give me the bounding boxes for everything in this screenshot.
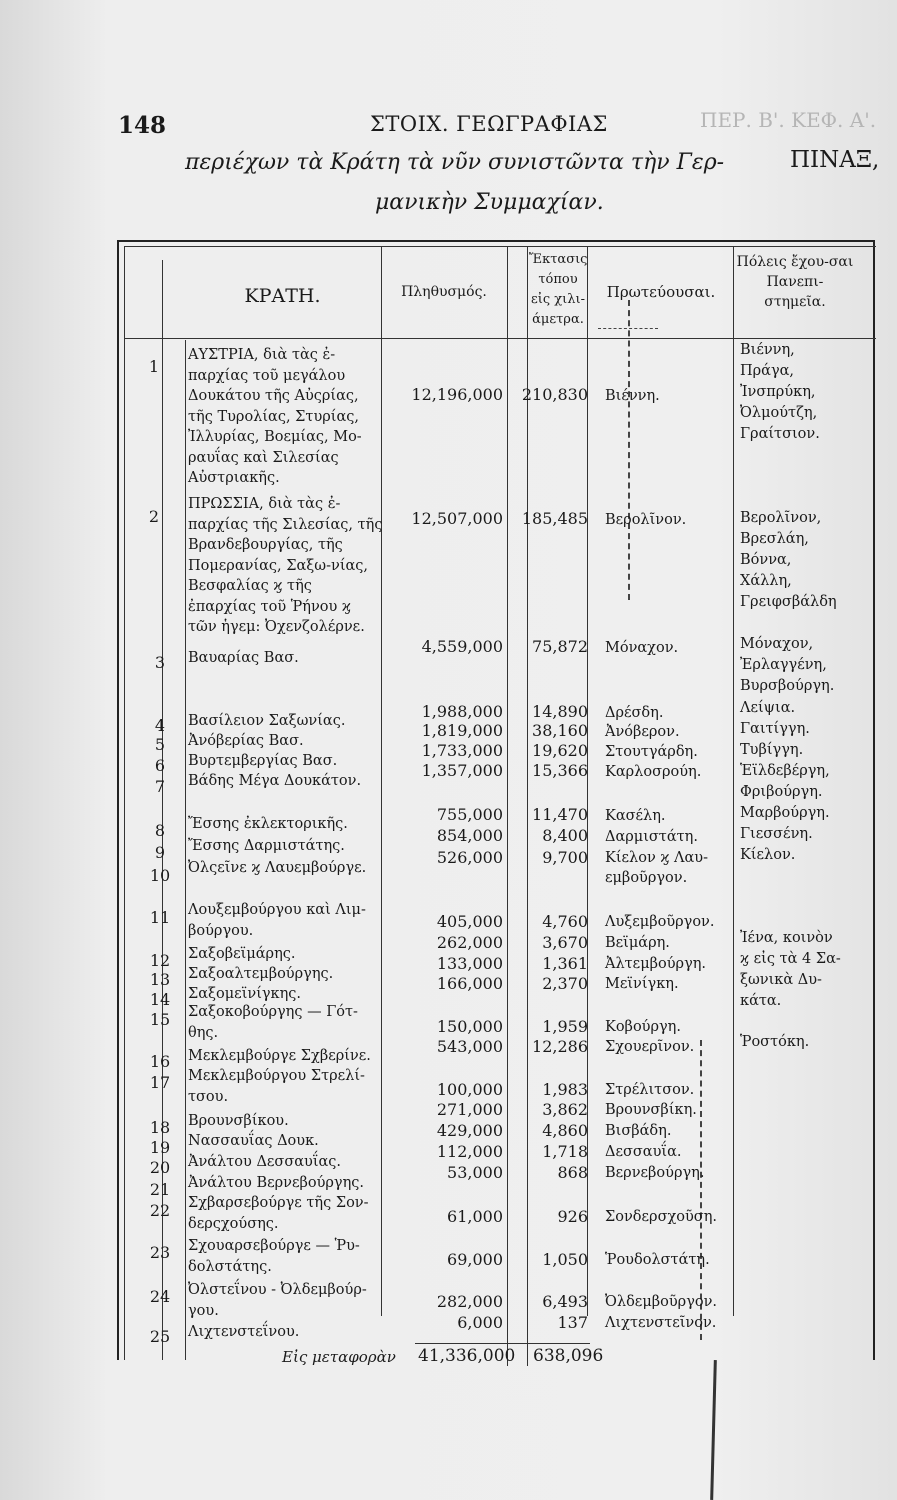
university-city: Γαιτίγγη. <box>740 721 810 737</box>
state-name: Βρουνσβίκου. <box>188 1113 289 1129</box>
total-area: 638,096 <box>533 1346 604 1366</box>
population-value: 12,507,000 <box>411 509 503 528</box>
state-name: Σχβαρσεβούργε τῆς Σον-δερςχούσης. <box>188 1195 369 1232</box>
capital-name: Λιχτενστεῖνον. <box>605 1315 717 1331</box>
row-number: 13 <box>149 970 171 989</box>
row-number: 18 <box>149 1118 171 1137</box>
area-value: 6,493 <box>542 1292 588 1311</box>
population-value: 112,000 <box>436 1142 503 1161</box>
capital-name: Βιέννη. <box>605 388 660 404</box>
total-rule <box>415 1343 590 1344</box>
capital-name: Στουτγάρδη. <box>605 744 698 760</box>
state-name: Ἀνάλτου Βερνεβούργης. <box>188 1175 364 1191</box>
bleed-through-text: ΠΕΡ. Β'. ΚΕΦ. Α'. <box>700 108 877 132</box>
capital-name: Μεϊνίγκη. <box>605 976 679 992</box>
state-name: Σαξοβεϊμάρης. <box>188 946 296 962</box>
row-number: 17 <box>149 1073 171 1092</box>
capital-name: Σχουερῖνον. <box>605 1039 695 1055</box>
column-rule <box>507 246 508 1366</box>
area-value: 4,760 <box>542 912 588 931</box>
area-value: 9,700 <box>542 848 588 867</box>
population-value: 854,000 <box>436 826 503 845</box>
row-number: 10 <box>149 866 171 885</box>
area-value: 75,872 <box>532 637 588 656</box>
capital-name: Κίελον ϗ Λαυ-εμβοῦργον. <box>605 850 709 886</box>
state-name: Βυρτεμβεργίας Βασ. <box>188 753 338 769</box>
area-value: 3,670 <box>542 933 588 952</box>
row-number: 21 <box>149 1180 171 1199</box>
area-value: 1,050 <box>542 1250 588 1269</box>
capital-name: Ὀλδεμβοῦργον. <box>605 1294 718 1310</box>
capital-name: Ἀνόβερον. <box>605 724 680 740</box>
header-universities: Πόλεις ἔχου-σαι Πανεπι-στημεῖα. <box>736 254 854 310</box>
row-number: 23 <box>149 1243 171 1262</box>
university-city: Βιέννη, <box>740 342 795 358</box>
population-value: 543,000 <box>436 1037 503 1056</box>
population-value: 61,000 <box>447 1207 503 1226</box>
state-name: Ἀνάλτου Δεσσαυΐας. <box>188 1154 342 1170</box>
total-population: 41,336,000 <box>418 1346 516 1366</box>
university-city: Ἐρλαγγένη, <box>740 657 827 673</box>
total-label: Εἰς μεταφορὰν <box>282 1348 396 1366</box>
row-number: 22 <box>149 1201 171 1220</box>
population-value: 755,000 <box>436 805 503 824</box>
population-value: 69,000 <box>447 1250 503 1269</box>
population-value: 282,000 <box>436 1292 503 1311</box>
university-city: Βόννα, <box>740 552 792 568</box>
state-name: Ὀλςεῖνε ϗ Λαυεμβούργε. <box>188 860 367 876</box>
area-value: 11,470 <box>532 805 588 824</box>
university-city: Ὀλμούτζη, <box>740 405 818 421</box>
university-city: Ἰνσπρύκη, <box>740 384 816 400</box>
state-name: Σχουαρσεβούργε — Ῥυ-δολστάτης. <box>188 1238 360 1275</box>
row-number: 3 <box>154 653 166 672</box>
row-number: 25 <box>149 1327 171 1346</box>
area-value: 19,620 <box>532 741 588 760</box>
population-value: 166,000 <box>436 974 503 993</box>
university-city: Ῥοστόκη. <box>740 1034 810 1050</box>
state-name: Βαυαρίας Βασ. <box>188 650 299 666</box>
population-value: 6,000 <box>457 1313 503 1332</box>
capital-name: Σονδερσχοῦση. <box>605 1209 717 1225</box>
capital-name: Δεσσαυΐα. <box>605 1144 682 1160</box>
table-title-line2: μανικὴν Συμμαχίαν. <box>375 190 604 215</box>
area-value: 137 <box>557 1313 588 1332</box>
university-city: Βρεσλάη, <box>740 531 809 547</box>
university-city: Φριβούργη. <box>740 784 823 800</box>
row-number: 16 <box>149 1052 171 1071</box>
area-value: 2,370 <box>542 974 588 993</box>
state-name: Σαξομεϊνίγκης. <box>188 986 302 1002</box>
population-value: 405,000 <box>436 912 503 931</box>
title-text: περιέχων τὰ Κράτη τὰ νῦν συνιστῶντα τὴν Γερ- <box>185 150 725 175</box>
capital-name: Βρουνσβίκη. <box>605 1102 697 1118</box>
header-rule <box>124 338 876 339</box>
area-value: 12,286 <box>532 1037 588 1056</box>
state-name: Ὀλστεΐνου - Ὀλδεμβούρ-γου. <box>188 1282 367 1319</box>
area-value: 4,860 <box>542 1121 588 1140</box>
university-city: Γιεσσένη. <box>740 826 813 842</box>
row-number: 14 <box>149 990 171 1009</box>
state-name: Σαξοαλτεμβούργης. <box>188 966 334 982</box>
header-population: Πληθυσμός. <box>401 284 487 300</box>
row-number: 11 <box>149 908 171 927</box>
population-value: 271,000 <box>436 1100 503 1119</box>
university-city: Ἰένα, κοινὸν ϗ εἰς τὰ 4 Σα-ξωνικὰ Δυ-κάτα. <box>740 930 841 1009</box>
population-value: 1,988,000 <box>421 702 503 721</box>
row-number: 9 <box>154 843 166 862</box>
population-value: 1,733,000 <box>421 741 503 760</box>
area-value: 8,400 <box>542 826 588 845</box>
university-city: Μόναχον, <box>740 636 814 652</box>
area-value: 185,485 <box>521 509 588 528</box>
area-value: 210,830 <box>521 385 588 404</box>
state-name: Μεκλεμβούργου Στρελί-τσου. <box>188 1068 365 1105</box>
university-city: Τυβίγγη. <box>740 742 804 758</box>
population-value: 4,559,000 <box>421 637 503 656</box>
row-number: 15 <box>149 1010 171 1029</box>
capital-name: Μόναχον. <box>605 640 679 656</box>
capital-name: Δαρμιστάτη. <box>605 829 698 845</box>
university-city: Γρειφσβάλδη <box>740 594 837 610</box>
state-name: ΠΡΩΣΣΙΑ, διὰ τὰς ἐ-παρχίας τῆς Σιλεσίας, τῆς Βρανδεβουργίας, τῆς Πομερανίας, Σαξω-νίας, Βεσφαλίας ϗ τῆς ἐπαρχίας τοῦ Ῥήνου ϗ τῶν ἡγεμ: Ὀχενζολέρνε. <box>188 496 383 635</box>
university-city: Μαρβούργη. <box>740 805 830 821</box>
row-number: 12 <box>149 951 171 970</box>
university-city: Χάλλη, <box>740 573 792 589</box>
title-caption: ΠΙΝΑΞ, <box>790 147 880 173</box>
population-value: 100,000 <box>436 1080 503 1099</box>
row-number: 5 <box>154 735 166 754</box>
capital-name: Κασέλη. <box>605 808 666 824</box>
state-name: Λουξεμβούργου καὶ Λιμ-βούργου. <box>188 902 366 939</box>
capital-name: Βερνεβούργη. <box>605 1165 705 1181</box>
column-rule <box>733 246 734 1316</box>
area-value: 868 <box>557 1163 588 1182</box>
capital-name: Βεϊμάρη. <box>605 935 670 951</box>
capital-name: Λυξεμβοῦργον. <box>605 914 715 930</box>
state-name: Βάδης Μέγα Δουκάτον. <box>188 773 362 789</box>
state-name: ΑΥΣΤΡΙΑ, διὰ τὰς ἐ-παρχίας τοῦ μεγάλου Δουκάτου τῆς Αὐςρίας, τῆς Τυρολίας, Στυρίας, Ἰλλυρίας, Βοεμίας, Μο-ραυΐας καὶ Σιλεσίας Αὐστριακῆς. <box>188 347 362 486</box>
row-number: 24 <box>149 1287 171 1306</box>
population-value: 262,000 <box>436 933 503 952</box>
row-number: 19 <box>149 1138 171 1157</box>
area-value: 1,718 <box>542 1142 588 1161</box>
state-name: Ἔσσης ἐκλεκτορικῆς. <box>188 816 348 832</box>
running-head: ΣΤΟΙΧ. ΓΕΩΓΡΑΦΙΑΣ <box>370 112 608 136</box>
area-value: 14,890 <box>532 702 588 721</box>
capital-name: Καρλοσρούη. <box>605 764 702 780</box>
area-value: 3,862 <box>542 1100 588 1119</box>
population-value: 429,000 <box>436 1121 503 1140</box>
state-name: Ἀνόβερίας Βασ. <box>188 733 304 749</box>
header-capitals: Πρωτεύουσαι. <box>606 283 716 301</box>
row-number: 8 <box>154 821 166 840</box>
row-number: 2 <box>148 507 160 526</box>
population-value: 150,000 <box>436 1017 503 1036</box>
state-name: Μεκλεμβούργε Σχβερίνε. <box>188 1048 371 1064</box>
university-city: Πράγα, <box>740 363 795 379</box>
row-number: 1 <box>148 357 160 376</box>
capital-name: Ῥουδολστάτη. <box>605 1252 710 1268</box>
population-value: 1,819,000 <box>421 721 503 740</box>
column-rule <box>185 340 186 1360</box>
population-value: 133,000 <box>436 954 503 973</box>
state-name: Σαξοκοβούργης — Γότ-θης. <box>188 1004 358 1041</box>
capital-name: Βισβάδη. <box>605 1123 672 1139</box>
state-name: Βασίλειον Σαξωνίας. <box>188 713 346 729</box>
area-value: 38,160 <box>532 721 588 740</box>
row-number: 20 <box>149 1158 171 1177</box>
area-value: 926 <box>557 1207 588 1226</box>
table-title-line1 <box>185 147 880 175</box>
page-number: 148 <box>118 112 167 139</box>
university-city: Βερολῖνον, <box>740 510 822 526</box>
university-city: Λείψια. <box>740 700 796 716</box>
population-value: 526,000 <box>436 848 503 867</box>
dotted-guide-line <box>628 300 630 600</box>
row-number: 4 <box>154 716 166 735</box>
area-value: 1,959 <box>542 1017 588 1036</box>
population-value: 53,000 <box>447 1163 503 1182</box>
row-number: 6 <box>154 756 166 775</box>
area-value: 1,361 <box>542 954 588 973</box>
capital-name: Βερολῖνον. <box>605 512 687 528</box>
area-value: 15,366 <box>532 761 588 780</box>
header-area: Ἔκτασις τόπου εἰς χιλι-άμετρα. <box>529 252 588 327</box>
area-value: 1,983 <box>542 1080 588 1099</box>
university-city: Κίελον. <box>740 847 796 863</box>
capital-name: Ἀλτεμβούργη. <box>605 956 707 972</box>
capital-name: Στρέλιτσον. <box>605 1082 695 1098</box>
row-number: 7 <box>154 777 166 796</box>
dotted-guide-cross <box>598 328 658 329</box>
header-states: ΚΡΑΤΗ. <box>244 285 321 307</box>
university-city: Ἑϊλδεβέργη, <box>740 763 830 779</box>
university-city: Γραίτσιον. <box>740 426 820 442</box>
capital-name: Δρέσδη. <box>605 705 664 721</box>
university-city: Βυρσβούργη. <box>740 678 835 694</box>
state-name: Λιχτενστεΐνου. <box>188 1324 300 1340</box>
population-value: 12,196,000 <box>411 385 503 404</box>
capital-name: Κοβούργη. <box>605 1019 681 1035</box>
state-name: Ἔσσης Δαρμιστάτης. <box>188 838 345 854</box>
state-name: Νασσαυΐας Δουκ. <box>188 1133 319 1149</box>
population-value: 1,357,000 <box>421 761 503 780</box>
